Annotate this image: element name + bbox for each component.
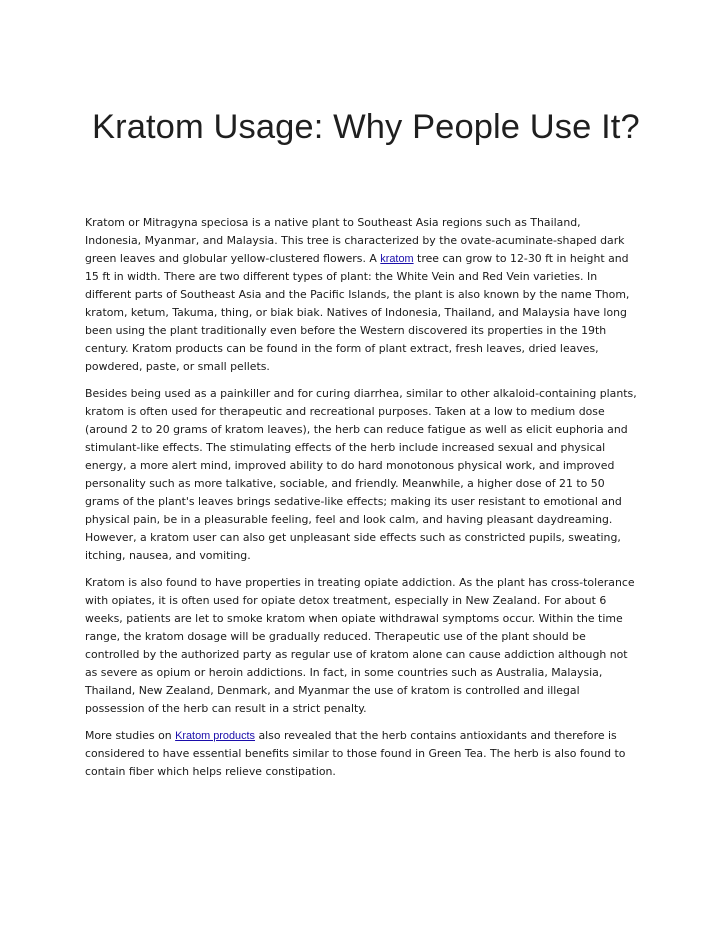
- paragraph-text: Kratom or Mitragyna speciosa is a native plant to Southeast Asia regions such as Thailand, Indonesia, Myanmar, and Malaysia. This tree is characterized by the ovate-acuminate-shaped dark green leaves and globular yellow-clustered flowers. A: [85, 216, 625, 265]
- kratom-link[interactable]: kratom: [380, 253, 414, 265]
- paragraph-uses: Besides being used as a painkiller and for curing diarrhea, similar to other alkaloid-containing plants, kratom is often used for therapeutic and recreational purposes. Taken at a low to medium dose (around 2 to 20 grams of kratom leaves), the herb can reduce fatigue as well as elicit euphoria and stimulant-like effects. The stimulating effects of the herb include increased sexual and physical energy, a more alert mind, improved ability to do hard monotonous physical work, and improved personality such as more talkative, sociable, and friendly. Meanwhile, a higher dose of 21 to 50 grams of the plant's leaves brings sedative-like effects; making its user resistant to emotional and physical pain, be in a pleasurable feeling, feel and look calm, and having pleasant daydreaming. However, a kratom user can also get unpleasant side effects such as constricted pupils, sweating, itching, nausea, and vomiting.: [85, 387, 637, 562]
- paragraph-text: tree can grow to 12-30 ft in height and 15 ft in width. There are two different types of plant: the White Vein and Red Vein varieties. In different parts of Southeast Asia and the Pacific Islands, the plant is also known by the name Thom, kratom, ketum, Takuma, thing, or biak biak. Natives of Indonesia, Thailand, and Malaysia have long been using the plant traditionally even before the Western discovered its properties in the 19th century. Kratom products can be found in the form of plant extract, fresh leaves, dried leaves, powdered, paste, or small pellets.: [85, 252, 630, 373]
- kratom-products-link[interactable]: Kratom products: [175, 730, 256, 742]
- paragraph-studies: [85, 727, 640, 781]
- paragraph-text: also revealed that the herb contains antioxidants and therefore is considered to have essential benefits similar to those found in Green Tea. The herb is also found to contain fiber which helps relieve constipation.: [85, 729, 626, 778]
- paragraph-addiction: Kratom is also found to have properties in treating opiate addiction. As the plant has cross-tolerance with opiates, it is often used for opiate detox treatment, especially in New Zealand. For about 6 weeks, patients are let to smoke kratom when opiate withdrawal symptoms occur. Within the time range, the kratom dosage will be gradually reduced. Therapeutic use of the plant should be controlled by the authorized party as regular use of kratom alone can cause addiction although not as severe as opium or heroin addictions. In fact, in some countries such as Australia, Malaysia, Thailand, New Zealand, Denmark, and Myanmar the use of kratom is controlled and illegal possession of the herb can result in a strict penalty.: [85, 576, 635, 715]
- paragraph-intro: [85, 214, 640, 376]
- document-title: Kratom Usage: Why People Use It?: [92, 108, 640, 146]
- paragraph-text: More studies on: [85, 729, 176, 742]
- document-body: [85, 214, 640, 790]
